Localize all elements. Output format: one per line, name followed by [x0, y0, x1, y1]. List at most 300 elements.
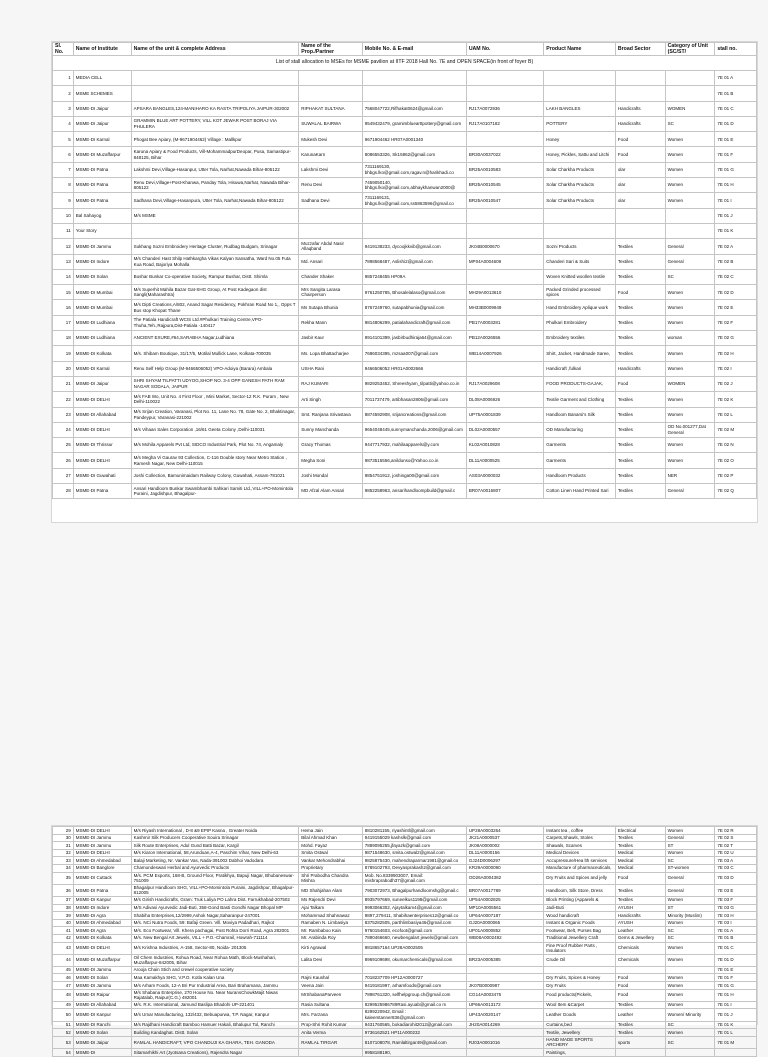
serial-cell: 42 [53, 934, 74, 942]
stall-cell: 7E 03 A [715, 857, 757, 865]
table-cell: MSME-DI DELHI [73, 422, 131, 437]
table-cell: Mob. No.8339903007, Email: mishraprabodh37@gmail.com [362, 872, 466, 884]
table-cell: MSME-DI Guwahati [73, 468, 131, 483]
stall-cell: 7E 01 G [715, 162, 757, 177]
table-cell: Textiles [615, 315, 665, 330]
document-title: List of stall allocation to MSEs for MSME pavilion at IITF 2018 Hall No. 7E and OPEN SPACE(in front of foyer B) [53, 56, 757, 71]
table-cell: 9447717932, mahilaapparels@y.com [362, 438, 466, 453]
table-cell: AYUSH [615, 919, 665, 927]
stall-cell: 7E 01 H [715, 178, 757, 193]
table-cell: Food products(Pickels, [544, 989, 616, 1001]
table-cell: SC [665, 269, 715, 284]
table-cell: MSME-DI Jammu [73, 966, 131, 974]
table-cell: Crude Oil [544, 954, 616, 966]
serial-cell: 29 [53, 827, 74, 835]
table-cell: Paintings, [544, 1049, 616, 1057]
table-cell: Accupressure/Hea lth services [544, 857, 616, 865]
table-row [53, 919, 757, 927]
table-cell: Ansari Handloom Bunkar Swambhambi Sahkari Samiti Ltd.,VILL+PO-Momintola Puraini, Jagdishpur, Bhagalpur- [131, 484, 299, 499]
stall-cell: 7E 02 I [715, 361, 757, 376]
table-cell: SUWALAL BAIRWA [299, 116, 363, 131]
table-cell: UP75A0001839 [466, 407, 543, 422]
table-cell: MSME-DI [73, 1049, 131, 1057]
table-cell [466, 1029, 543, 1037]
table-cell: woman [665, 331, 715, 346]
table-cell: M/s. PCM Exports, 168-B, Ground Floor, Pratikhya, Bapuji Nagar, Bhubaneswar-751009 [131, 872, 299, 884]
stall-cell: 7E 01 H [715, 989, 757, 1001]
table-cell: Minority (Muslim) [665, 912, 715, 920]
table-cell: Ms Rajendri Devi [299, 896, 363, 904]
table-row [53, 1009, 757, 1021]
table-cell: Food [615, 974, 665, 982]
serial-cell: 31 [53, 842, 74, 850]
table-cell: Smita Ostwal [299, 849, 363, 857]
table-cell: Women [665, 300, 715, 315]
table-cell [362, 86, 466, 101]
table-cell: MSME-DI Jammu [73, 834, 131, 842]
table-cell: Prop-Shri Rohit Kumar [299, 1021, 363, 1029]
stall-cell: 7E 02 U [715, 849, 757, 857]
table-cell: MSME-DI DELHI [73, 827, 131, 835]
table-cell: MSME-DI Kolkata [73, 346, 131, 361]
serial-cell: 12 [53, 239, 74, 254]
table-cell [466, 966, 543, 974]
table-cell: 8299525986789Rasi.ayuab@gmail.co m [362, 1001, 466, 1009]
table-cell: Woven Knitted woollen textile [544, 269, 616, 284]
table-cell: Handicrafts [615, 912, 665, 920]
table-cell: Hand Embroidery Aplique work [544, 300, 616, 315]
stall-cell: 7E 01 K [715, 1021, 757, 1029]
table-row [53, 407, 757, 422]
table-cell: 9419138233, dycoojkkvib@gmail.com [362, 239, 466, 254]
table-cell: Women [665, 453, 715, 468]
stall-cell: 7E 01 A [715, 927, 757, 935]
table-cell [466, 223, 543, 238]
serial-cell: 15 [53, 285, 74, 300]
serial-cell: 3 [53, 101, 74, 116]
stall-table-part-1 [52, 42, 757, 499]
serial-cell: 54 [53, 1049, 74, 1057]
serial-cell: 43 [53, 942, 74, 954]
table-cell: RJ17A0029608 [466, 376, 543, 391]
table-cell: SC [665, 934, 715, 942]
table-cell: M/s FAB Wo, Unit No. 4 First Floor , Mini Market, Sector-12 R.K. Puram , New Delhi-110022 [131, 392, 299, 407]
stall-cell: 7E 02 S [715, 834, 757, 842]
table-cell: Women [665, 849, 715, 857]
table-cell: MSME-DI Patna [73, 162, 131, 177]
table-cell: Women [665, 346, 715, 361]
table-row [53, 1021, 757, 1029]
serial-cell: 46 [53, 974, 74, 982]
table-row [53, 162, 757, 177]
table-cell: Kirti Agrawal [299, 942, 363, 954]
table-cell: M/S Adivasi Ayurvedic Jadi-Buti, 358-Gond Basti Gondhi Nagar Bhopal MP [131, 904, 299, 912]
table-cell: Rasia Sultana [299, 1001, 363, 1009]
serial-cell: 26 [53, 453, 74, 468]
table-cell [466, 86, 543, 101]
table-row [53, 208, 757, 223]
table-row [53, 484, 757, 499]
table-cell [466, 942, 543, 954]
table-cell: Sukhang Sozni Embroidery Heritage Cluster, Rudbag Budgam, Srinagar [131, 239, 299, 254]
table-cell: Anita Verma [299, 1029, 363, 1037]
table-row [53, 934, 757, 942]
table-cell: 7011737479, artibhasan2806@gmail.com [362, 392, 466, 407]
table-cell: MSME-DI Kanpur [73, 1009, 131, 1021]
table-cell: M/s Dipti Creations,A/802, Anand Sagar Residency, Pokhran Road No 1,, Opps T Bus stop Khopat Thane [131, 300, 299, 315]
table-cell: Ajai Talkam [299, 904, 363, 912]
serial-cell: 18 [53, 331, 74, 346]
table-cell: 8299220942, Email : kaleemtanner836@gmail.com [362, 1009, 466, 1021]
serial-cell: 33 [53, 857, 74, 865]
table-cell: AS03A0000032 [466, 468, 543, 483]
serial-cell: 52 [53, 1029, 74, 1037]
table-cell: LAKH BANGLES [544, 101, 616, 116]
table-cell [299, 966, 363, 974]
table-cell: Mohammad Shahnawaz [299, 912, 363, 920]
table-cell: M/s Kiaron International, 58,Arunduan,A-4, Paschim Vihar, New Delhi-63 [131, 849, 299, 857]
table-cell: olar [615, 178, 665, 193]
table-cell: 8810281155, riyashintl@gmail.com [362, 827, 466, 835]
table-cell: M/s Mohila Apparels Pvt Ltd, SIDCO Industrial Park, Plot No. 74, Angamaly [131, 438, 299, 453]
table-cell: Phogat Bee Apiary, (M-9671904462) Village : Mallkpur [131, 132, 299, 147]
table-cell: Textiles [615, 453, 665, 468]
stall-cell: 7E 01 J [715, 208, 757, 223]
table-cell: Textiles [615, 1001, 665, 1009]
table-cell: Textiles [615, 484, 665, 499]
table-cell: Dry Fruits [544, 982, 616, 990]
table-cell: Textiles [615, 407, 665, 422]
table-cell: Instant & Organic Foods [544, 919, 616, 927]
table-cell: MSME-DI Solan [73, 269, 131, 284]
table-cell: 7898761320, selfhelpgroup.ch@gmail.com [362, 989, 466, 1001]
table-cell: Ms Sutapa Bhunia [299, 300, 363, 315]
table-row [53, 1049, 757, 1057]
table-cell: Food [615, 147, 665, 162]
stall-table-part-2 [52, 826, 757, 1057]
table-row [53, 453, 757, 468]
table-cell: Dry Fruits and Spices and jelly [544, 872, 616, 884]
table-cell: Block Printing (Apparels & [544, 896, 616, 904]
table-cell: Bal Sahayog [73, 208, 131, 223]
table-cell: Building Kandaghat. Distt. Solan [131, 1029, 299, 1037]
table-cell: BR25A0010583 [466, 162, 543, 177]
serial-cell: 30 [53, 834, 74, 842]
serial-cell: 21 [53, 376, 74, 391]
table-cell: Women [665, 193, 715, 208]
table-cell: M/s. Shibam Boutique, 31/17/5, Motilal Mullick Lane, Kolkata-700035 [131, 346, 299, 361]
stall-cell: 7E 02 D [715, 285, 757, 300]
table-cell: MSME-DI Indore [73, 904, 131, 912]
stall-cell: 7E 02 K [715, 392, 757, 407]
table-cell: Silk Route Enterprises, Adul Gund Batti Bazar, Kargil [131, 842, 299, 850]
table-cell: Shawals, Scarves [544, 842, 616, 850]
table-cell: sports [615, 1036, 665, 1048]
table-cell: Mukesh Devi [299, 132, 363, 147]
table-cell: M/s Rajdhani Handicraft Bamboo Hamuer Hakali, Bhalupur Tol, Ranchi [131, 1021, 299, 1029]
stall-cell: 7E 01 J [715, 1009, 757, 1021]
table-cell: Gems & Jewellery [615, 934, 665, 942]
table-cell [466, 71, 543, 86]
table-cell: MSME-DI Ludhiana [73, 315, 131, 330]
table-cell: USHA Rani [299, 361, 363, 376]
table-cell: M/s Srijan Creation, Varanasi, Plot No. 11, Lane No. 78, Gate No. 2, Bhaktinagar, Pandeypur, Varanasi-221002 [131, 407, 299, 422]
table-cell: Arti Singh [299, 392, 363, 407]
stall-cell: 7E 03 F [715, 896, 757, 904]
serial-cell: 6 [53, 147, 74, 162]
table-cell: Joshi Mondal [299, 468, 363, 483]
serial-cell: 45 [53, 966, 74, 974]
table-cell: M/s Girish Handicrafts, Gram: Truk Laliya PO Lahra Dist. Farrukhabad-207502 [131, 896, 299, 904]
table-cell: 9829253452, Shreeshyam_tilpatti@yahoo.co.in [362, 376, 466, 391]
table-row [53, 864, 757, 872]
table-row [53, 132, 757, 147]
col-header: Name of Institute [73, 43, 131, 56]
table-cell: Shri Prabodha Chandra Mishra [299, 872, 363, 884]
table-cell: Balaji Marketing, Nr. Vankar Vas, Nada-391002 Dabhoi Vadodara [131, 857, 299, 865]
stall-cell: 7E 02 Q [715, 484, 757, 499]
table-cell: 9431760565, bokadiarohit2012@gmail.com [362, 1021, 466, 1029]
table-cell: 9671904462 HR07A0001340 [362, 132, 466, 147]
table-cell: 9760154603, ecofoot@gmail.com [362, 927, 466, 935]
table-cell: MrShabanaParveen [299, 989, 363, 1001]
table-cell: Renu Devi [299, 178, 363, 193]
table-cell: MP04A0004609 [466, 254, 543, 269]
table-cell: Hema Jain [299, 827, 363, 835]
table-cell: MSME-DI Patna [73, 884, 131, 896]
serial-cell: 11 [53, 223, 74, 238]
table-row [53, 438, 757, 453]
table-cell [615, 208, 665, 223]
table-cell: UP43A0020147 [466, 1009, 543, 1021]
table-cell: BR25A0010545 [466, 178, 543, 193]
col-header: Name of the Prop./Partner [299, 43, 363, 56]
table-cell: Textiles [615, 438, 665, 453]
table-cell: RAJ KUMARI [299, 376, 363, 391]
table-cell: 9854751912, joshinga00@gmail.com [362, 468, 466, 483]
table-cell: JH20A0014269 [466, 1021, 543, 1029]
serial-cell: 49 [53, 1001, 74, 1009]
table-cell: UP64A0007187 [466, 912, 543, 920]
table-cell: OD No.001277,Dat General [665, 422, 715, 437]
table-cell: JK08A0000002 [466, 842, 543, 850]
serial-cell: 41 [53, 927, 74, 935]
table-cell: Textiles [615, 392, 665, 407]
serial-cell: 47 [53, 982, 74, 990]
stall-cell: 7E 02 B [715, 254, 757, 269]
table-cell: MSME-DI DELHI [73, 392, 131, 407]
table-row [53, 239, 757, 254]
table-cell: Sozni Products [544, 239, 616, 254]
serial-cell: 51 [53, 1021, 74, 1029]
table-cell [544, 71, 616, 86]
table-cell [299, 71, 363, 86]
table-cell: Women [665, 407, 715, 422]
col-header: Product Name [544, 43, 616, 56]
table-row [53, 468, 757, 483]
stall-cell: 7E 01 D [715, 116, 757, 131]
table-cell: Handloom Banarsi's Silk [544, 407, 616, 422]
stall-cell: 7E 01 M [715, 1036, 757, 1048]
table-cell: MSME-DI Kolkata [73, 934, 131, 942]
table-cell: MSME-DI Allahabad [73, 1001, 131, 1009]
table-row [53, 942, 757, 954]
table-cell: Packed Grinded processed spices [544, 285, 616, 300]
table-cell: olar [615, 162, 665, 177]
table-cell: NER [665, 468, 715, 483]
table-cell: MSME-DI Jammu [73, 239, 131, 254]
table-cell: Arooja Chain Stich and crewel cooperative society [131, 966, 299, 974]
table-cell: Shabiha Enterprises,12/2999,Ashok Nagar,Saharanpur-247001 [131, 912, 299, 920]
table-cell: Textiles [615, 468, 665, 483]
table-cell: DL08A0006926 [466, 392, 543, 407]
table-cell: SC [665, 1021, 715, 1029]
table-cell: MSME-DI Karnal [73, 132, 131, 147]
table-cell: M/s. NCi Nutra Foods, 59: Bafaji Green. Vill. Moviya Padadhari, Rajkot [131, 919, 299, 927]
table-cell: ST [665, 842, 715, 850]
table-row [53, 71, 757, 86]
table-cell: Oil Chem Industries, Rohua Road, Near Rohua Math, Block-Mushahari, Muzaffarpur-842005, Bihar [131, 954, 299, 966]
serial-cell: 38 [53, 904, 74, 912]
table-cell: Women [665, 178, 715, 193]
stall-cell: 7E 03 D [715, 872, 757, 884]
table-cell: M/s Chanderi Hast Shilp Hathkargha Vikas Kalyan Sansatha, Ward No.05 Futa Kua Road, Bajoriya Mohalla [131, 254, 299, 269]
table-cell [615, 1049, 665, 1057]
table-cell: Chander Shaker [299, 269, 363, 284]
table-cell: Women [665, 974, 715, 982]
table-cell: Your Story [73, 223, 131, 238]
table-cell: UP01A0000852 [466, 927, 543, 935]
col-header: Broad Sector [615, 43, 665, 56]
table-cell: Phulkari Embroidery [544, 315, 616, 330]
table-cell [544, 86, 616, 101]
table-cell [131, 223, 299, 238]
stall-cell: 7E 03 E [715, 884, 757, 896]
table-cell: Sadhana Devi [299, 193, 363, 208]
stall-cell: 7E 03 G [715, 904, 757, 912]
table-cell: 9871548630, smita.ostwal2@gmail.com [362, 849, 466, 857]
stall-cell: 7E 03 H [715, 912, 757, 920]
serial-cell: 16 [53, 300, 74, 315]
table-cell: 7903072973, Bhagalpurhandloomshg@gmail.c [362, 884, 466, 896]
table-cell: JK21A0000537 [466, 834, 543, 842]
table-cell: WB08A0002492 [466, 934, 543, 942]
table-row [53, 966, 757, 974]
table-cell: Textiles [615, 300, 665, 315]
table-cell [466, 208, 543, 223]
table-cell: Textiles [615, 254, 665, 269]
table-cell: Women [665, 827, 715, 835]
table-cell [665, 208, 715, 223]
serial-cell: 34 [53, 864, 74, 872]
table-row [53, 116, 757, 131]
table-cell: Mrs Sangita Larasa Chairperson [299, 285, 363, 300]
table-cell: MSME-DI Jaipur [73, 116, 131, 131]
serial-cell: 37 [53, 896, 74, 904]
table-cell: MSME-DI Allahabad [73, 407, 131, 422]
table-cell: General [665, 484, 715, 499]
table-cell: KR29A0000090 [466, 864, 543, 872]
table-cell: Handicraft ,fulkari [544, 361, 616, 376]
table-cell: Sunny Manchanda [299, 422, 363, 437]
table-cell: Women [665, 438, 715, 453]
table-cell [615, 71, 665, 86]
table-cell: 8969109698, okumarchemicals@gmail.com [362, 954, 466, 966]
document-page-2 [51, 825, 758, 1055]
stall-cell: 7E 02 E [715, 300, 757, 315]
serial-cell: 9 [53, 193, 74, 208]
table-cell: Smt. Ranjana Srivastava [299, 407, 363, 422]
table-cell: MSME-DI Ahmedabad [73, 857, 131, 865]
serial-cell: 19 [53, 346, 74, 361]
table-cell: APSARA BANGLES,124-MANIHARO KA RASTA TRIPOLIYA JAIPUR-302002 [131, 101, 299, 116]
table-cell: 9857248455 HP09A [362, 269, 466, 284]
table-row [53, 989, 757, 1001]
stall-cell: 7E 01 E [715, 966, 757, 974]
table-cell: 7568047722,Rifhakat0624@gmail.com [362, 101, 466, 116]
serial-cell: 40 [53, 919, 74, 927]
table-cell [665, 966, 715, 974]
table-cell: JK07B0000987 [466, 982, 543, 990]
table-cell [615, 86, 665, 101]
table-cell [299, 208, 363, 223]
serial-cell: 5 [53, 132, 74, 147]
table-cell: Women [665, 989, 715, 1001]
table-cell [665, 71, 715, 86]
table-cell: Joshi Collection, Bamunimaidam Railway Colony, Guwahati, Assam-781021 [131, 468, 299, 483]
table-cell: Women [665, 1001, 715, 1009]
table-cell: Women [665, 392, 715, 407]
table-row [53, 392, 757, 407]
table-cell: Embroidery textiles [544, 331, 616, 346]
table-cell: Sadhana Devi,Village-Hasanpura, Utter Tola, Narhat,Nawada Bihar-805122 [131, 193, 299, 208]
table-cell: MSME-DI DELHI [73, 849, 131, 857]
table-cell [299, 86, 363, 101]
table-cell: Food [615, 376, 665, 391]
table-cell: Medical [615, 857, 665, 865]
table-row [53, 834, 757, 842]
table-cell: MEDIA CELL [73, 71, 131, 86]
stall-cell: 7E 02 A [715, 239, 757, 254]
table-cell: WB14A0007926 [466, 346, 543, 361]
table-cell: Rekha Mann [299, 315, 363, 330]
table-cell: MSME-DI DELHI [73, 453, 131, 468]
table-cell: Textiles [615, 346, 665, 361]
table-cell: CG14A0003475 [466, 989, 543, 1001]
serial-cell: 10 [53, 208, 74, 223]
stall-cell: 7E 02 O [715, 453, 757, 468]
document-page-1 [51, 41, 758, 523]
table-cell [544, 223, 616, 238]
table-cell: MSME-DI Jammu [73, 842, 131, 850]
table-cell: Women [665, 285, 715, 300]
table-cell: Women [665, 361, 715, 376]
table-cell [665, 223, 715, 238]
stall-cell: 7E 01 B [715, 86, 757, 101]
table-cell: Gracy Thomas [299, 438, 363, 453]
table-cell: 9825875430, mahendraparmar1981@gmail.co [362, 857, 466, 865]
table-cell [299, 223, 363, 238]
table-cell: UP66A0013172 [466, 1001, 543, 1009]
col-header: Name of the unit & complete Address [131, 43, 299, 56]
table-cell: MSME SCHEMES [73, 86, 131, 101]
table-cell: Women/ Minority [665, 1009, 715, 1021]
table-cell: Lakshmi Devi,Village-Hasanpur, Utter Tola, Narhat,Nawada Bihar-805122 [131, 162, 299, 177]
table-cell: Sitamarhikhi Art (Jyotsana Creations), Rajendra Nagar [131, 1049, 299, 1057]
stall-cell: 7E 01 L [715, 1029, 757, 1037]
stall-cell: 7E 03 C [715, 864, 757, 872]
serial-cell: 28 [53, 484, 74, 499]
